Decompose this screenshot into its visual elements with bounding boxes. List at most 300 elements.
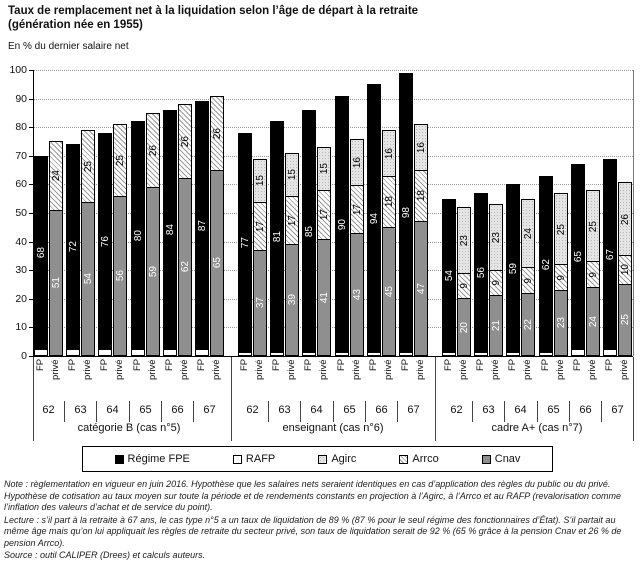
bar-type-label-prive: privé [619,359,630,380]
segment-cnav [113,196,127,356]
segment-agirc [489,204,503,271]
bar-type-label-fp: FP [443,359,454,372]
bar-type-label-prive: privé [179,359,190,380]
segment-value-label: 17 [254,220,266,232]
age-separator [129,401,130,422]
segment-value-label: 54 [443,270,455,282]
segment-fpe [571,164,585,350]
age-separator [300,401,301,422]
bar-prive-group2-age62 [457,207,471,356]
bar-fp-group2-age67 [603,159,617,356]
bar-prive-group2-age64 [521,199,535,356]
segment-value-label: 22 [522,318,534,330]
bar-fp-group1-age67 [399,73,413,356]
segment-value-label: 80 [132,229,144,242]
chart-legend [82,446,553,472]
segment-agirc [350,139,364,186]
legend-label-rafp: RAFP [245,453,276,465]
bar-type-label-fp: FP [67,359,78,372]
bar-type-label-fp: FP [99,359,110,372]
bar-type-label-fp: FP [271,359,282,372]
legend-swatch-fpe-icon [115,455,124,464]
note-text: Note : règlementation en vigueur en juin 2016. Hypothèse que les salaires nets seraient identiques en cas d’application des règles du public ou du privé. Hypothèse de cotisation au taux moyen sur toute la période et de rendements constants en projection à l’Agirc, à l’Arrco et au RAFP (revalorisation comme l’inflation des valeurs d’achat et de service du point). [4,479,621,512]
bar-fp-group0-age67 [195,101,209,356]
bar-type-label-prive: privé [147,359,158,380]
legend-label-cnav: Cnav [494,453,521,465]
group-separator [633,357,634,441]
segment-cnav [457,298,471,356]
segment-value-label: 65 [572,251,584,263]
age-label-67: 67 [407,404,420,416]
segment-cnav [350,233,364,356]
legend-item-regime-fpe [115,453,190,465]
legend-item-cnav [482,453,521,465]
age-label-63: 63 [278,404,291,416]
segment-value-label: 39 [286,294,298,306]
bar-type-label-fp: FP [368,359,379,372]
age-label-63: 63 [482,404,495,416]
bar-prive-group1-age64 [317,147,331,356]
age-label-66: 66 [579,404,592,416]
age-label-62: 62 [450,404,463,416]
segment-value-label: 9 [555,274,567,281]
segment-value-label: 25 [114,154,126,166]
lecture-text: Lecture : s’il part à la retraite à 67 ans, le cas type n°5 a un taux de liquidation de 89 % (87 % pour le seul régime des fonctionnaires d’État). S’il partait au même âge mais qu’on lui appliquait les règles de retraite du secteur privé, son taux de liquidation serait de 92 % (65 % grâce à la pension Cnav et 26 % de pension Arrco). [4,514,622,548]
bar-type-label-prive: privé [458,359,469,380]
segment-value-label: 37 [254,297,266,309]
segment-agirc [457,207,471,274]
y-axis-unit-label: En % du dernier salaire net [8,41,129,52]
age-label-62: 62 [246,404,259,416]
segment-rafp [270,352,284,356]
bar-prive-group1-age65 [350,139,364,356]
segment-cnav [146,187,160,356]
segment-cnav [81,202,95,356]
segment-cnav [618,284,632,356]
age-label-64: 64 [106,404,119,416]
group-separator [435,357,436,441]
segment-cnav [49,210,63,356]
segment-arrco [350,185,364,235]
bar-prive-group0-age63 [81,130,95,356]
segment-value-label: 26 [179,135,191,148]
segment-value-label: 25 [619,314,631,326]
segment-value-label: 26 [147,144,159,156]
segment-cnav [253,250,267,356]
age-label-66: 66 [375,404,388,416]
segment-value-label: 18 [415,190,427,202]
segment-fpe [98,133,112,350]
segment-agirc [317,147,331,191]
segment-value-label: 25 [555,223,567,235]
segment-agirc [554,193,568,265]
bar-prive-group1-age67 [414,124,428,356]
source-text: Source : outil CALIPER (Drees) et calculs auteurs. [4,550,206,560]
segment-value-label: 62 [540,258,552,271]
bar-prive-group0-age65 [146,113,160,356]
segment-value-label: 72 [67,241,79,253]
segment-cnav [489,295,503,356]
bar-prive-group0-age67 [210,96,224,356]
bar-fp-group2-age62 [442,199,456,356]
legend-label-arrco: Arrco [412,453,439,465]
segment-value-label: 56 [114,270,126,282]
segment-value-label: 16 [415,141,427,154]
bar-type-label-prive: privé [490,359,501,380]
segment-arrco [113,124,127,197]
segment-agirc [414,124,428,171]
chart-footnotes [4,479,636,563]
bar-type-label-fp: FP [164,359,175,372]
segment-arrco [285,196,299,246]
segment-value-label: 90 [336,218,348,231]
segment-cnav [586,287,600,356]
segment-arrco [489,270,503,297]
legend-item-agirc [318,453,356,465]
bar-type-label-fp: FP [475,359,486,372]
segment-agirc [253,159,267,203]
segment-value-label: 24 [587,315,599,327]
segment-arrco [618,255,632,285]
segment-value-label: 68 [35,247,47,259]
segment-value-label: 25 [587,220,599,232]
segment-value-label: 16 [383,147,395,159]
segment-rafp [474,352,488,356]
segment-value-label: 23 [458,234,470,246]
bar-prive-group0-age62 [49,141,63,356]
segment-fpe [474,193,488,353]
bar-type-label-fp: FP [507,359,518,372]
segment-value-label: 15 [254,175,266,187]
bar-type-label-fp: FP [35,359,46,372]
segment-arrco [317,190,331,240]
bar-fp-group2-age65 [539,176,553,356]
segment-value-label: 15 [318,163,330,175]
age-separator [365,401,366,422]
x-axis-line [33,356,633,357]
segment-value-label: 9 [522,277,534,284]
age-separator [504,401,505,422]
segment-fpe [506,184,520,353]
legend-label-fpe: Régime FPE [127,453,190,465]
bar-type-label-prive: privé [555,359,566,380]
segment-value-label: 85 [303,225,315,238]
age-label-66: 66 [171,404,184,416]
age-label-65: 65 [547,404,560,416]
chart-title-line2: (génération née en 1955) [8,19,143,31]
segment-rafp [34,349,48,356]
segment-value-label: 76 [99,235,111,248]
segment-fpe [270,121,284,353]
bar-fp-group0-age64 [98,133,112,356]
segment-arrco [253,202,267,252]
segment-cnav [210,170,224,356]
segment-arrco [49,141,63,211]
segment-arrco [457,273,471,300]
group-separator [231,357,232,441]
segment-cnav [554,290,568,356]
segment-value-label: 9 [458,283,470,289]
segment-value-label: 59 [147,265,159,277]
age-separator [472,401,473,422]
bar-type-label-prive: privé [114,359,125,380]
segment-agirc [618,182,632,256]
segment-value-label: 26 [619,213,631,225]
segment-rafp [238,352,252,356]
bar-prive-group1-age66 [382,130,396,356]
bar-fp-group2-age63 [474,193,488,356]
segment-arrco [146,113,160,188]
age-label-64: 64 [310,404,323,416]
bar-type-label-prive: privé [211,359,222,380]
bar-type-label-prive: privé [351,359,362,380]
segment-agirc [586,190,600,262]
segment-fpe [335,96,349,353]
segment-value-label: 21 [490,320,502,332]
bar-fp-group0-age62 [34,156,48,356]
age-separator [64,401,65,422]
segment-arrco [414,170,428,222]
segment-rafp [539,352,553,356]
segment-rafp [335,352,349,356]
segment-value-label: 23 [555,317,567,329]
bar-prive-group0-age64 [113,124,127,356]
y-tick-label-10: 10 [15,321,27,333]
segment-value-label: 56 [475,267,487,279]
segment-arrco [586,261,600,288]
segment-value-label: 77 [239,237,251,249]
bar-prive-group2-age63 [489,204,503,356]
segment-arrco [554,264,568,291]
bar-type-label-fp: FP [604,359,615,372]
age-separator [268,401,269,422]
y-tick-label-70: 70 [15,150,27,162]
segment-arrco [210,96,224,171]
segment-cnav [178,178,192,356]
segment-cnav [382,227,396,356]
segment-fpe [539,176,553,353]
bar-type-label-fp: FP [196,359,207,372]
y-tick-label-90: 90 [15,93,27,105]
segment-arrco [81,130,95,203]
age-label-63: 63 [74,404,87,416]
age-separator [193,401,194,422]
segment-rafp [571,349,585,356]
segment-value-label: 54 [82,273,94,285]
age-separator [601,401,602,422]
age-label-67: 67 [203,404,216,416]
segment-value-label: 24 [50,170,62,182]
segment-fpe [442,199,456,353]
segment-fpe [238,133,252,353]
segment-rafp [442,352,456,356]
y-tick-label-80: 80 [15,121,27,133]
y-tick-label-40: 40 [15,236,27,248]
bar-prive-group1-age62 [253,159,267,356]
segment-fpe [66,144,80,350]
bar-type-label-prive: privé [318,359,329,380]
gridline-100 [34,70,633,71]
segment-value-label: 81 [271,231,283,243]
segment-value-label: 17 [286,214,298,226]
bar-type-label-prive: privé [383,359,394,380]
segment-value-label: 84 [164,224,176,236]
bar-type-label-fp: FP [239,359,250,372]
segment-rafp [98,349,112,356]
bar-type-label-prive: privé [82,359,93,380]
segment-value-label: 43 [351,288,363,301]
bar-fp-group0-age66 [163,110,177,356]
bar-prive-group2-age65 [554,193,568,356]
group-label-1: enseignant (cas n°6) [282,422,384,434]
bar-fp-group0-age65 [131,121,145,356]
legend-label-agirc: Agirc [331,453,357,465]
bar-type-label-prive: privé [415,359,426,380]
segment-value-label: 25 [82,160,94,172]
segment-rafp [506,352,520,356]
segment-fpe [399,73,413,353]
bar-prive-group0-age66 [178,104,192,356]
age-label-64: 64 [514,404,527,416]
bar-fp-group1-age65 [335,96,349,356]
bar-type-label-prive: privé [522,359,533,380]
segment-value-label: 98 [400,207,412,219]
segment-value-label: 67 [604,248,616,261]
segment-value-label: 59 [507,262,519,275]
segment-value-label: 94 [368,212,380,225]
age-separator [161,401,162,422]
age-separator [537,401,538,422]
bar-type-label-fp: FP [572,359,583,372]
segment-value-label: 20 [458,321,470,333]
segment-value-label: 62 [179,261,191,273]
segment-fpe [131,121,145,350]
bar-type-label-prive: privé [587,359,598,380]
bar-prive-group1-age63 [285,153,299,356]
segment-value-label: 87 [196,219,208,232]
segment-value-label: 9 [587,271,599,278]
segment-rafp [195,349,209,356]
segment-value-label: 47 [415,282,427,295]
bar-type-label-fp: FP [540,359,551,372]
group-label-0: catégorie B (cas n°5) [77,422,181,434]
segment-value-label: 15 [286,169,298,181]
segment-rafp [399,352,413,356]
bar-fp-group0-age63 [66,144,80,356]
segment-rafp [603,349,617,356]
segment-value-label: 65 [211,257,223,269]
bar-type-label-fp: FP [336,359,347,372]
age-separator [96,401,97,422]
bar-prive-group2-age67 [618,182,632,356]
legend-swatch-cnav-icon [482,455,491,464]
legend-swatch-rafp-icon [233,455,242,464]
bar-type-label-fp: FP [132,359,143,372]
segment-value-label: 9 [490,280,502,286]
group-separator [33,357,34,441]
legend-swatch-arrco-icon [399,455,408,464]
bar-type-label-fp: FP [400,359,411,372]
segment-agirc [285,153,299,197]
bar-fp-group1-age63 [270,121,284,356]
segment-value-label: 18 [383,196,395,208]
bar-type-label-prive: privé [254,359,265,380]
group-label-2: cadre A+ (cas n°7) [491,422,583,434]
segment-fpe [195,101,209,350]
segment-value-label: 10 [619,264,631,276]
segment-cnav [521,293,535,356]
segment-value-label: 26 [211,127,223,139]
segment-rafp [302,352,316,356]
y-tick-label-30: 30 [15,264,27,276]
y-tick-label-0: 0 [21,350,27,362]
age-separator [333,401,334,422]
segment-value-label: 41 [318,291,330,303]
segment-value-label: 23 [490,231,502,243]
segment-cnav [285,244,299,356]
age-separator [569,401,570,422]
bar-fp-group2-age66 [571,164,585,356]
bar-type-label-prive: privé [286,359,297,380]
segment-value-label: 51 [50,277,62,289]
segment-rafp [163,349,177,356]
segment-arrco [521,267,535,294]
y-tick-label-60: 60 [15,178,27,190]
bar-type-label-fp: FP [303,359,314,372]
segment-value-label: 17 [351,203,363,215]
segment-fpe [302,110,316,353]
bar-fp-group2-age64 [506,184,520,356]
segment-value-label: 24 [522,228,534,240]
bar-fp-group1-age64 [302,110,316,356]
age-label-67: 67 [611,404,624,416]
bar-fp-group1-age66 [367,84,381,356]
bar-fp-group1-age62 [238,133,252,356]
age-separator [397,401,398,422]
plot-right-border [633,70,634,356]
segment-rafp [66,349,80,356]
bar-type-label-prive: privé [50,359,61,380]
segment-arrco [382,176,396,228]
bar-prive-group2-age66 [586,190,600,356]
segment-fpe [603,159,617,350]
segment-rafp [367,352,381,356]
y-tick-label-20: 20 [15,293,27,305]
y-tick-label-50: 50 [15,207,27,219]
segment-value-label: 45 [383,285,395,297]
gridline-90 [34,99,633,100]
y-tick-label-100: 100 [9,64,27,76]
age-label-62: 62 [42,404,55,416]
segment-fpe [367,84,381,353]
segment-value-label: 16 [351,156,363,168]
segment-cnav [317,239,331,356]
segment-rafp [131,349,145,356]
legend-swatch-agirc-icon [318,455,327,464]
chart-title-line1: Taux de remplacement net à la liquidation selon l’âge de départ à la retraite [8,5,419,17]
segment-value-label: 17 [318,209,330,221]
age-label-65: 65 [139,404,152,416]
legend-item-arrco [399,453,438,465]
legend-item-rafp [233,453,275,465]
segment-fpe [163,110,177,350]
segment-arrco [178,104,192,179]
segment-agirc [521,199,535,268]
segment-cnav [414,221,428,356]
age-label-65: 65 [343,404,356,416]
segment-agirc [382,130,396,177]
segment-fpe [34,156,48,350]
